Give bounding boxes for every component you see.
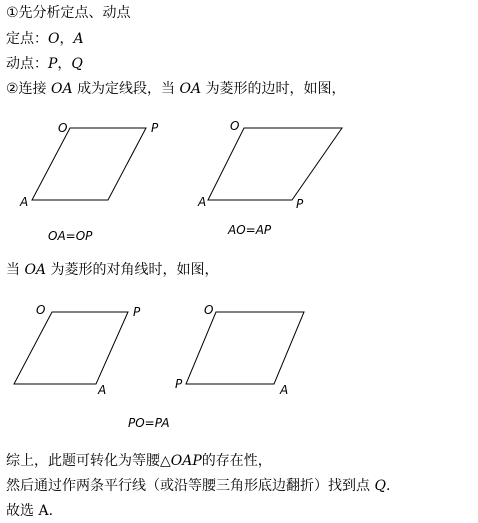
fig4-label-a: A (280, 383, 289, 397)
fig3-label-o: O (36, 303, 46, 317)
row2-caption: PO=PA (128, 416, 170, 430)
summary-text-a: 综上，此题可转化为等腰△ (6, 453, 171, 469)
point-o: O (48, 31, 60, 47)
point-a: A (73, 31, 84, 47)
rhombus-fig2 (208, 128, 342, 200)
fig2-caption: AO=AP (228, 223, 272, 237)
fig1-label-p: P (151, 121, 159, 135)
period: . (385, 478, 391, 494)
fig4-label-o: O (204, 303, 214, 317)
point-q: Q (71, 56, 83, 72)
point-q-2: Q (374, 478, 386, 494)
fig1-label-a: A (20, 195, 29, 209)
answer-choice: A (38, 503, 49, 519)
fig2-label-o: O (230, 119, 240, 133)
step2-text-c: 为菱形的边时，如图， (205, 81, 346, 97)
rhombus-fig4 (186, 312, 304, 384)
answer-label: 故选 (6, 503, 34, 519)
triangle-oap: OAP (170, 453, 202, 469)
fig4-label-p: P (175, 377, 183, 391)
step2-text-a: ②连接 (6, 81, 47, 97)
fig1-caption: OA=OP (48, 229, 93, 243)
diag-text-a: 当 (6, 262, 20, 278)
fig3-label-p: P (133, 305, 141, 319)
rhombus-fig3 (14, 312, 128, 384)
summary-text-b: 的存在性， (201, 453, 272, 469)
moving-points-label: 动点： (6, 56, 48, 72)
step2-text-b: 成为定线段，当 (77, 81, 176, 97)
segment-oa-2: OA (179, 81, 202, 97)
step1-text: ①先分析定点、动点 (6, 5, 131, 21)
summary2-text-a: 然后通过作两条平行线（或沿等腰三角形底边翻折）找到点 (6, 478, 370, 494)
rhombus-fig1 (32, 128, 146, 200)
segment-oa-3: OA (24, 262, 47, 278)
segment-oa: OA (51, 81, 73, 97)
point-p: P (48, 56, 58, 72)
fig3-label-a: A (98, 383, 107, 397)
fig2-label-a: A (198, 195, 207, 209)
fixed-points-label: 定点： (6, 31, 48, 47)
fig1-label-o: O (58, 121, 68, 135)
fig2-label-p: P (296, 197, 304, 211)
comma: ， (59, 31, 74, 47)
diag-text-b: 为菱形的对角线时，如图， (50, 262, 219, 278)
period: . (48, 503, 54, 519)
comma: ， (57, 56, 72, 72)
